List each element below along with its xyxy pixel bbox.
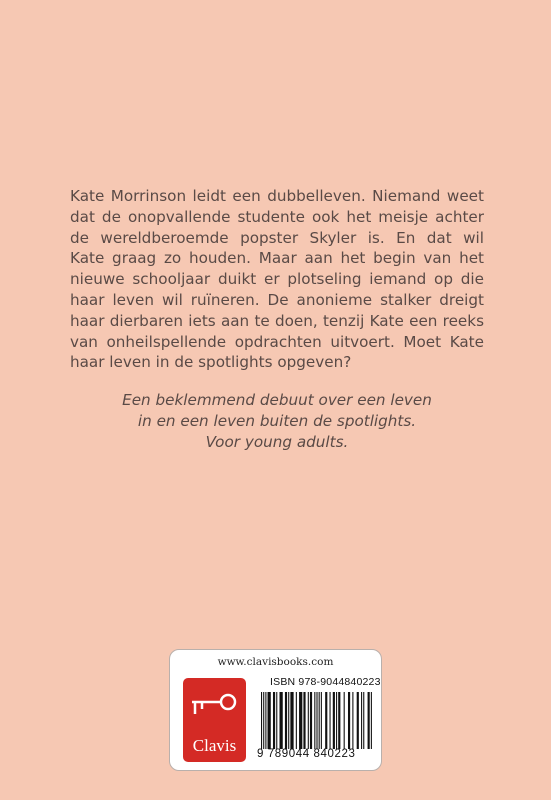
barcode-bar xyxy=(330,692,331,749)
blurb-line: haar leven in de spotlights opgeven? xyxy=(70,353,352,372)
barcode-bar xyxy=(263,692,264,749)
barcode-bar xyxy=(352,692,353,749)
barcode-bar xyxy=(303,692,305,749)
barcode-bar xyxy=(314,692,315,749)
tagline-line: in en een leven buiten de spotlights. xyxy=(137,411,417,430)
barcode-bar xyxy=(261,692,262,749)
barcode-bar xyxy=(296,692,297,749)
barcode-bar xyxy=(357,692,359,749)
publisher-logo xyxy=(183,678,246,762)
barcode-bar xyxy=(273,692,275,749)
tagline-line: Voor young adults. xyxy=(205,432,349,451)
barcode-bar xyxy=(338,692,340,749)
barcode-bar xyxy=(316,692,317,749)
barcode-bar xyxy=(361,692,362,749)
barcode-bar xyxy=(333,692,335,749)
barcode-bar xyxy=(321,692,322,749)
blurb-line: Kate Morrinson leidt een dubbelleven. Niemand weet xyxy=(70,187,484,205)
barcode-bar xyxy=(268,692,271,749)
key-icon xyxy=(183,678,246,736)
barcode-bar xyxy=(279,692,282,749)
tagline-line: Een beklemmend debuut over een leven xyxy=(122,391,432,409)
barcode-bar xyxy=(285,692,287,749)
tagline xyxy=(70,390,484,452)
barcode-bar xyxy=(336,692,337,749)
publisher-url: www.clavisbooks.com xyxy=(217,656,334,668)
barcode-bar xyxy=(363,692,364,749)
barcode-panel xyxy=(169,649,382,771)
barcode-bar xyxy=(290,692,293,749)
barcode xyxy=(261,692,373,749)
blurb-line: dat de onopvallende studente ook het meisje achter xyxy=(70,207,484,226)
barcode-bar xyxy=(371,692,372,749)
isbn-label: ISBN 978-9044840223 xyxy=(270,676,381,688)
barcode-digits: 9 789044 840223 xyxy=(257,748,356,760)
barcode-bar xyxy=(276,692,277,749)
barcode-bar xyxy=(299,692,302,749)
blurb-line: Kate graag zo houden. Maar aan het begin van het xyxy=(70,249,484,268)
logo-text: Clavis xyxy=(192,736,237,755)
blurb-line: van onheilspellende opdrachten uitvoert. Moet Kate xyxy=(70,332,484,351)
barcode-bar xyxy=(325,692,327,749)
barcode-bar xyxy=(288,692,289,749)
blurb-text xyxy=(70,186,484,373)
barcode-bar xyxy=(368,692,370,749)
barcode-bar xyxy=(344,692,345,749)
blurb-line: haar leven wil ruïneren. De anonieme stalker dreigt xyxy=(70,290,484,309)
barcode-bar xyxy=(348,692,350,749)
barcode-bar xyxy=(310,692,312,749)
barcode-bar xyxy=(308,692,309,749)
barcode-bar xyxy=(319,692,320,749)
blurb-line: de wereldberoemde popster Skyler is. En dat wil xyxy=(70,228,484,247)
barcode-bar xyxy=(265,692,266,749)
blurb-line: nieuwe schooljaar duikt er plotseling iemand op die xyxy=(70,270,484,289)
blurb-line: haar dierbaren iets aan te doen, tenzij Kate een reeks xyxy=(70,311,484,330)
